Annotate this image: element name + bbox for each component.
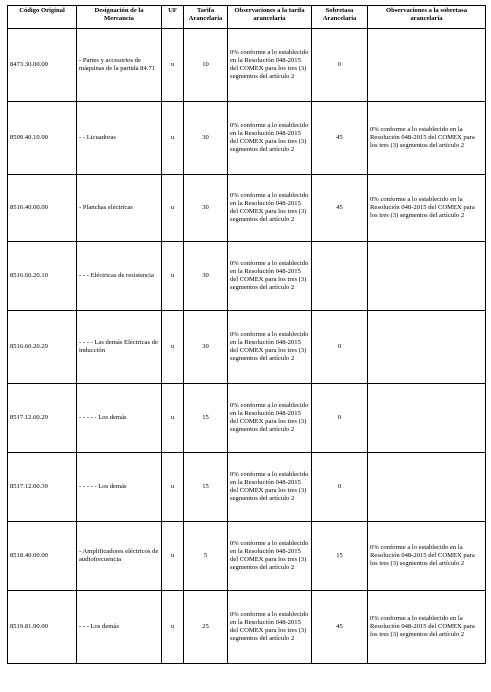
cell-designation: - - Licuadoras — [77, 102, 162, 175]
cell-surcharge: 0 — [312, 384, 368, 453]
cell-obs-surcharge: 0% conforme a lo establecido en la Resolución 048-2015 del COMEX para los tres (3) segmentos del artículo 2 — [368, 102, 486, 175]
table-row — [8, 522, 486, 591]
cell-designation: - - - - - Los demás — [77, 453, 162, 522]
cell-unit: u — [162, 522, 184, 591]
table-row — [8, 242, 486, 311]
cell-rate: 5 — [184, 522, 228, 591]
header-obs-surcharge: Observaciones a la sobretasa arancelaria — [368, 6, 486, 29]
header-rate: Tarifa Arancelaria — [184, 6, 228, 29]
cell-surcharge: 45 — [312, 591, 368, 664]
cell-obs-rate: 0% conforme a lo establecido en la Resolución 048-2015 del COMEX para los tres (3) segmentos del artículo 2 — [228, 384, 312, 453]
cell-unit: u — [162, 242, 184, 311]
cell-code: 8518.40.00.00 — [8, 522, 77, 591]
cell-obs-rate: 0% conforme a lo establecido en la Resolución 048-2015 del COMEX para los tres (3) segmentos del artículo 2 — [228, 453, 312, 522]
cell-surcharge: 0 — [312, 29, 368, 102]
cell-unit: u — [162, 591, 184, 664]
cell-unit: u — [162, 384, 184, 453]
cell-designation: - Partes y accesorios de máquinas de la partida 84.71 — [77, 29, 162, 102]
cell-rate: 30 — [184, 242, 228, 311]
cell-surcharge: 15 — [312, 522, 368, 591]
header-surcharge: Sobretasa Arancelaria — [312, 6, 368, 29]
cell-surcharge: 45 — [312, 175, 368, 242]
table-row — [8, 384, 486, 453]
cell-obs-rate: 0% conforme a lo establecido en la Resolución 048-2015 del COMEX para los tres (3) segmentos del artículo 2 — [228, 522, 312, 591]
cell-obs-rate: 0% conforme a lo establecido en la Resolución 048-2015 del COMEX para los tres (3) segmentos del artículo 2 — [228, 102, 312, 175]
cell-obs-surcharge — [368, 29, 486, 102]
cell-obs-rate: 0% conforme a lo establecido en la Resolución 048-2015 del COMEX para los tres (3) segmentos del artículo 2 — [228, 29, 312, 102]
cell-obs-surcharge — [368, 453, 486, 522]
cell-obs-surcharge — [368, 242, 486, 311]
cell-unit: u — [162, 29, 184, 102]
cell-obs-surcharge — [368, 384, 486, 453]
cell-rate: 15 — [184, 384, 228, 453]
cell-code: 8517.12.00.39 — [8, 453, 77, 522]
cell-code: 8516.40.00.00 — [8, 175, 77, 242]
table-row — [8, 175, 486, 242]
tariff-table — [7, 5, 486, 664]
table-header-row — [8, 6, 486, 29]
header-designation: Designación de la Mercancía — [77, 6, 162, 29]
table-row — [8, 311, 486, 384]
cell-obs-rate: 0% conforme a lo establecido en la Resolución 048-2015 del COMEX para los tres (3) segmentos del artículo 2 — [228, 175, 312, 242]
cell-unit: u — [162, 453, 184, 522]
cell-code: 8516.60.20.10 — [8, 242, 77, 311]
header-obs-rate: Observaciones a la tarifa arancelaria — [228, 6, 312, 29]
table-row — [8, 29, 486, 102]
cell-designation: - - - - Las demás Eléctricas de inducción — [77, 311, 162, 384]
cell-designation: - - - Los demás — [77, 591, 162, 664]
cell-obs-surcharge: 0% conforme a lo establecido en la Resolución 048-2015 del COMEX para los tres (3) segmentos del artículo 2 — [368, 175, 486, 242]
cell-obs-surcharge: 0% conforme a lo establecido en la Resolución 048-2015 del COMEX para los tres (3) segmentos del artículo 2 — [368, 591, 486, 664]
table-row — [8, 453, 486, 522]
cell-surcharge: 0 — [312, 453, 368, 522]
cell-unit: u — [162, 102, 184, 175]
cell-rate: 30 — [184, 175, 228, 242]
cell-rate: 10 — [184, 29, 228, 102]
cell-rate: 15 — [184, 453, 228, 522]
cell-surcharge: 0 — [312, 311, 368, 384]
cell-code: 8509.40.10.00 — [8, 102, 77, 175]
cell-unit: u — [162, 175, 184, 242]
cell-obs-rate: 0% conforme a lo establecido en la Resolución 048-2015 del COMEX para los tres (3) segmentos del artículo 2 — [228, 591, 312, 664]
cell-designation: - Planchas eléctricas — [77, 175, 162, 242]
cell-obs-rate: 0% conforme a lo establecido en la Resolución 048-2015 del COMEX para los tres (3) segmentos del artículo 2 — [228, 311, 312, 384]
cell-code: 8516.60.20.29 — [8, 311, 77, 384]
table-row — [8, 102, 486, 175]
table-row — [8, 591, 486, 664]
cell-obs-surcharge — [368, 311, 486, 384]
cell-code: 8519.81.90.00 — [8, 591, 77, 664]
cell-rate: 25 — [184, 591, 228, 664]
cell-obs-surcharge: 0% conforme a lo establecido en la Resolución 048-2015 del COMEX para los tres (3) segmentos del artículo 2 — [368, 522, 486, 591]
cell-code: 8517.12.00.29 — [8, 384, 77, 453]
cell-designation: - Amplificadores eléctricos de audiofrecuencia — [77, 522, 162, 591]
cell-unit: u — [162, 311, 184, 384]
cell-rate: 30 — [184, 102, 228, 175]
cell-surcharge: 45 — [312, 102, 368, 175]
cell-designation: - - - - - Los demás — [77, 384, 162, 453]
cell-rate: 30 — [184, 311, 228, 384]
header-unit: UF — [162, 6, 184, 29]
header-code: Código Original — [8, 6, 77, 29]
cell-code: 8473.30.00.00 — [8, 29, 77, 102]
cell-obs-rate: 0% conforme a lo establecido en la Resolución 048-2015 del COMEX para los tres (3) segmentos del artículo 2 — [228, 242, 312, 311]
cell-designation: - - - Eléctricas de resistencia — [77, 242, 162, 311]
cell-surcharge — [312, 242, 368, 311]
